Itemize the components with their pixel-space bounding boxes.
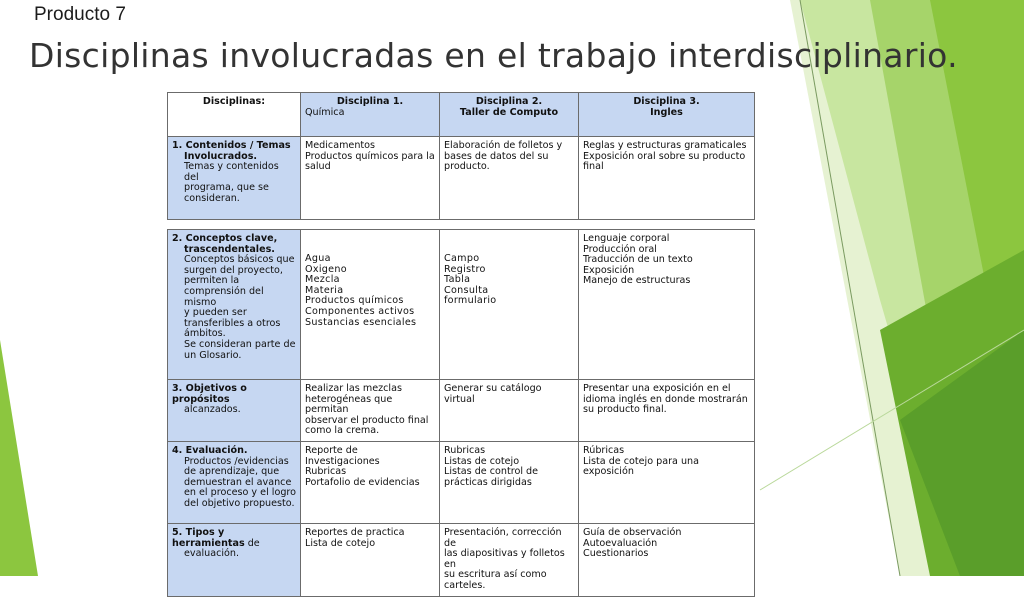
table-cell: [440, 523, 579, 596]
column-header-3-sub: Ingles: [650, 106, 683, 118]
table-row: [168, 441, 755, 523]
cell-text: Presentación, corrección de las diapositivas y folletos en su escritura así como carteles.: [444, 526, 565, 591]
cell-text: Agua Oxigeno Mezcla Materia Productos químicos Componentes activos Sustancias esenciales: [305, 253, 417, 328]
table-cell: [301, 523, 440, 596]
cell-text: Reporte de Investigaciones Rubricas Portafolio de evidencias: [305, 444, 420, 488]
table-cell: [301, 137, 440, 220]
table-row: [168, 523, 755, 596]
cell-text: Presentar una exposición en el idioma inglés en donde mostrarán su producto final.: [583, 383, 748, 416]
table-row: [168, 380, 755, 442]
column-header-3-name: Disciplina 3.: [633, 96, 700, 107]
row-header-bold: trascendentales.: [184, 243, 275, 255]
row-header-title: 3. Objetivos o propósitos: [172, 383, 247, 405]
header-row: [168, 93, 755, 137]
disciplines-table-bottom: [167, 229, 755, 597]
cell-text: Medicamentos Productos químicos para la salud: [305, 140, 435, 173]
row-header-bold: Involucrados.: [184, 150, 258, 162]
table-cell: [579, 523, 755, 596]
table-cell: [440, 380, 579, 442]
table-row: [168, 137, 755, 220]
table-row: [168, 230, 755, 380]
row-header-desc: Temas y contenidos del programa, que se consideran.: [184, 161, 279, 204]
column-header-1-name: Disciplina 1.: [336, 96, 404, 107]
row-header-title: 2. Conceptos clave,: [172, 233, 278, 244]
corner-header: Disciplinas:: [168, 93, 301, 137]
cell-text: Campo Registro Tabla Consulta formulario: [444, 253, 497, 307]
slide-subtitle: Producto 7: [34, 4, 126, 25]
row-header-desc: Productos /evidencias de aprendizaje, que demuestran el avance en el proceso y el logro del objetivo propuesto.: [184, 455, 297, 509]
cell-text: Elaboración de folletos y bases de datos del su producto.: [444, 140, 563, 173]
table-cell: [440, 230, 579, 380]
row-header-desc: alcanzados.: [184, 404, 241, 416]
table-cell: [301, 380, 440, 442]
cell-text: Realizar las mezclas heterogéneas que permitan observar el producto final como la crema.: [305, 383, 429, 437]
column-header-2: [440, 93, 579, 137]
column-header-2-sub: Taller de Computo: [459, 106, 559, 118]
row-header-title: 4. Evaluación.: [172, 444, 248, 456]
cell-text: Lenguaje corporal Producción oral Traducción de un texto Exposición Manejo de estructuras: [583, 233, 693, 287]
cell-text: Reportes de practica Lista de cotejo: [305, 526, 405, 549]
row-header-desc: evaluación.: [184, 548, 240, 560]
cell-text: Generar su catálogo virtual: [444, 383, 542, 405]
cell-text: Rúbricas Lista de cotejo para una exposición: [583, 444, 700, 478]
row-header-evaluacion: [168, 441, 301, 523]
row-header-tipos: [168, 523, 301, 596]
row-header-conceptos: [168, 230, 301, 380]
slide-title: Disciplinas involucradas en el trabajo interdisciplinario.: [29, 36, 958, 75]
column-header-1: [301, 93, 440, 137]
row-header-objetivos: [168, 380, 301, 442]
table-cell: [440, 441, 579, 523]
row-header-title: 1. Contenidos / Temas: [172, 140, 291, 151]
table-cell: [579, 137, 755, 220]
cell-text: Rubricas Listas de cotejo Listas de control de prácticas dirigidas: [444, 444, 539, 488]
row-header-contenidos: [168, 137, 301, 220]
row-header-title-tail: de: [244, 537, 260, 549]
table-cell: [301, 230, 440, 380]
table-cell: [579, 380, 755, 442]
column-header-3: [579, 93, 755, 137]
table-cell: [579, 441, 755, 523]
column-header-1-sub: Química: [305, 106, 345, 118]
table-cell: [579, 230, 755, 380]
row-header-desc: Conceptos básicos que surgen del proyecto, permiten la comprensión del mismo y pueden ser transferibles a otros ámbitos. Se consideran parte de un Glosario.: [184, 254, 296, 361]
table-cell: [301, 441, 440, 523]
table-cell: [440, 137, 579, 220]
disciplines-table-top: [167, 92, 755, 220]
cell-text: Guía de observación Autoevaluación Cuestionarios: [583, 526, 682, 560]
cell-text: Reglas y estructuras gramaticales Exposición oral sobre su producto final: [583, 140, 747, 173]
row-header-title: 5. Tipos y herramientas: [172, 526, 245, 549]
column-header-2-name: Disciplina 2.: [475, 96, 543, 107]
left-green-shape: [0, 340, 38, 576]
